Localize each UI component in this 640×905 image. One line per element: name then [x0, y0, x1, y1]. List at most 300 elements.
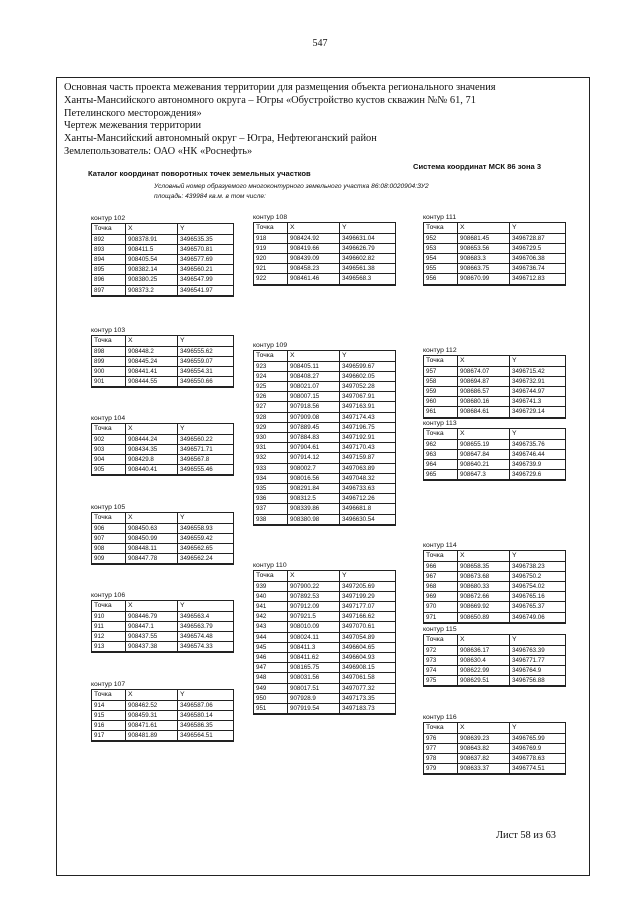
point-cell: 920 [254, 253, 288, 263]
table-row [424, 655, 566, 665]
point-cell: 905 [92, 465, 126, 476]
point-cell: 976 [424, 733, 458, 743]
x-cell: 908447.78 [126, 554, 178, 565]
y-cell: 3497163.91 [340, 402, 396, 412]
x-cell: 908312.5 [288, 494, 340, 504]
point-cell: 929 [254, 422, 288, 432]
column-header-y: Y [510, 635, 566, 646]
table-row [254, 412, 396, 422]
x-cell: 908459.31 [126, 710, 178, 720]
y-cell: 3496604.65 [340, 642, 396, 652]
y-cell: 3496567.8 [178, 454, 234, 464]
contour-title: контур 103 [91, 327, 126, 334]
point-cell: 897 [92, 285, 126, 296]
point-cell: 978 [424, 753, 458, 763]
point-cell: 946 [254, 652, 288, 662]
coordinate-table [91, 600, 234, 653]
contour-block [253, 341, 396, 526]
y-cell: 3496729.14 [510, 407, 566, 418]
y-cell: 3496706.38 [510, 253, 566, 263]
contour-block [91, 591, 234, 653]
x-cell: 907921.5 [288, 612, 340, 622]
y-cell: 3497192.91 [340, 432, 396, 442]
table-row [424, 470, 566, 481]
y-cell: 3496559.42 [178, 533, 234, 543]
table-row [424, 602, 566, 612]
point-cell: 943 [254, 622, 288, 632]
x-cell: 908650.89 [458, 612, 510, 623]
column-header-point: Точка [424, 223, 458, 234]
x-cell: 908405.54 [126, 254, 178, 264]
table-row [92, 285, 234, 296]
y-cell: 3496626.79 [340, 243, 396, 253]
column-header-x: X [126, 336, 178, 347]
point-cell: 934 [254, 473, 288, 483]
y-cell: 3497177.07 [340, 601, 396, 611]
page-number: 547 [312, 38, 328, 49]
point-cell: 938 [254, 514, 288, 525]
table-row [92, 465, 234, 476]
table-row [424, 366, 566, 376]
point-cell: 944 [254, 632, 288, 642]
x-cell: 907914.12 [288, 453, 340, 463]
y-cell: 3496554.31 [178, 366, 234, 376]
table-row [424, 753, 566, 763]
point-cell: 975 [424, 676, 458, 687]
table-row [424, 665, 566, 675]
x-cell: 908378.91 [126, 234, 178, 244]
coordinate-table [253, 570, 396, 715]
x-cell: 908444.55 [126, 377, 178, 388]
y-cell: 3497166.62 [340, 612, 396, 622]
coordinate-table [91, 223, 234, 297]
x-cell: 908021.07 [288, 381, 340, 391]
table-row [254, 432, 396, 442]
table-row [92, 265, 234, 275]
contour-title: контур 113 [423, 420, 457, 427]
table-row [424, 253, 566, 263]
y-cell: 3496765.37 [510, 602, 566, 612]
table-row [92, 700, 234, 710]
contour-title: контур 104 [91, 415, 126, 422]
x-cell: 908481.89 [126, 731, 178, 742]
table-row [424, 581, 566, 591]
table-row [254, 652, 396, 662]
point-cell: 962 [424, 439, 458, 449]
point-cell: 945 [254, 642, 288, 652]
y-cell: 3496736.74 [510, 264, 566, 274]
x-cell: 908630.4 [458, 655, 510, 665]
y-cell: 3496604.93 [340, 652, 396, 662]
y-cell: 3496550.66 [178, 377, 234, 388]
table-row [424, 764, 566, 775]
column-header-x: X [458, 356, 510, 367]
contour-block [253, 561, 396, 715]
point-cell: 904 [92, 454, 126, 464]
point-cell: 931 [254, 443, 288, 453]
x-cell: 908669.92 [458, 602, 510, 612]
column-header-point: Точка [92, 513, 126, 524]
table-row [92, 631, 234, 641]
point-cell: 952 [424, 233, 458, 243]
table-row [424, 592, 566, 602]
table-row [92, 444, 234, 454]
point-cell: 928 [254, 412, 288, 422]
coordinate-table [423, 222, 566, 286]
column-header-x: X [288, 571, 340, 582]
point-cell: 949 [254, 683, 288, 693]
table-row [254, 703, 396, 714]
y-cell: 3497183.73 [340, 703, 396, 714]
point-cell: 900 [92, 366, 126, 376]
coordinate-table [91, 423, 234, 476]
y-cell: 3496769.9 [510, 743, 566, 753]
table-row [92, 234, 234, 244]
y-cell: 3496564.51 [178, 731, 234, 742]
y-cell: 3496562.24 [178, 554, 234, 565]
table-row [92, 244, 234, 254]
contour-block [423, 419, 566, 481]
table-row [254, 371, 396, 381]
y-cell: 3497196.75 [340, 422, 396, 432]
table-row [92, 346, 234, 356]
column-header-y: Y [510, 551, 566, 562]
column-header-y: Y [510, 223, 566, 234]
y-cell: 3496580.14 [178, 710, 234, 720]
x-cell: 908380.25 [126, 275, 178, 285]
x-cell: 908024.11 [288, 632, 340, 642]
x-cell: 908655.19 [458, 439, 510, 449]
point-cell: 969 [424, 592, 458, 602]
x-cell: 908411.62 [288, 652, 340, 662]
table-row [254, 514, 396, 525]
column-header-point: Точка [92, 224, 126, 235]
x-cell: 908339.86 [288, 504, 340, 514]
point-cell: 941 [254, 601, 288, 611]
y-cell: 3497052.28 [340, 381, 396, 391]
point-cell: 951 [254, 703, 288, 714]
point-cell: 923 [254, 361, 288, 371]
column-header-point: Точка [92, 690, 126, 701]
column-header-y: Y [510, 723, 566, 734]
point-cell: 947 [254, 663, 288, 673]
point-cell: 935 [254, 483, 288, 493]
table-row [92, 275, 234, 285]
y-cell: 3496728.87 [510, 233, 566, 243]
table-row [254, 612, 396, 622]
document-header [64, 82, 584, 159]
table-row [92, 731, 234, 742]
point-cell: 937 [254, 504, 288, 514]
parcel-note: Условный номер образуемого многоконтурного земельного участка 86:08:0020904:ЗУ2 [154, 183, 429, 190]
y-cell: 3496555.46 [178, 465, 234, 476]
table-row [254, 392, 396, 402]
x-cell: 908434.35 [126, 444, 178, 454]
y-cell: 3497174.43 [340, 412, 396, 422]
y-cell: 3496570.81 [178, 244, 234, 254]
table-row [254, 673, 396, 683]
y-cell: 3496750.2 [510, 571, 566, 581]
y-cell: 3496558.93 [178, 523, 234, 533]
contour-title: контур 116 [423, 714, 457, 721]
table-row [424, 612, 566, 623]
x-cell: 908448.2 [126, 346, 178, 356]
x-cell: 908622.99 [458, 665, 510, 675]
y-cell: 3496559.07 [178, 356, 234, 366]
y-cell: 3497199.29 [340, 591, 396, 601]
point-cell: 912 [92, 631, 126, 641]
y-cell: 3496729.5 [510, 243, 566, 253]
point-cell: 895 [92, 265, 126, 275]
table-row [92, 720, 234, 730]
point-cell: 908 [92, 543, 126, 553]
contour-title: контур 106 [91, 592, 126, 599]
column-header-y: Y [178, 336, 234, 347]
point-cell: 903 [92, 444, 126, 454]
table-row [254, 274, 396, 285]
y-cell: 3496908.15 [340, 663, 396, 673]
point-cell: 898 [92, 346, 126, 356]
header-line: Ханты-Мансийского автономного округа – Югры «Обустройство кустов скважин №№ 61, 71 [64, 94, 476, 106]
x-cell: 908429.8 [126, 454, 178, 464]
table-row [254, 361, 396, 371]
table-row [92, 434, 234, 444]
point-cell: 933 [254, 463, 288, 473]
x-cell: 907919.54 [288, 703, 340, 714]
contour-block [91, 680, 234, 742]
contour-title: контур 108 [253, 214, 288, 221]
point-cell: 936 [254, 494, 288, 504]
y-cell: 3496735.76 [510, 439, 566, 449]
column-header-y: Y [178, 224, 234, 235]
table-row [92, 543, 234, 553]
point-cell: 942 [254, 612, 288, 622]
y-cell: 3496778.63 [510, 753, 566, 763]
y-cell: 3496733.63 [340, 483, 396, 493]
coordinate-table [423, 428, 566, 481]
column-header-y: Y [178, 424, 234, 435]
sheet-number: Лист 58 из 63 [496, 830, 556, 841]
column-header-point: Точка [424, 429, 458, 440]
column-header-x: X [126, 513, 178, 524]
contour-title: контур 114 [423, 542, 457, 549]
coordinate-table [423, 722, 566, 775]
table-row [254, 402, 396, 412]
y-cell: 3496587.06 [178, 700, 234, 710]
contour-title: контур 112 [423, 347, 457, 354]
y-cell: 3496630.54 [340, 514, 396, 525]
column-header-point: Точка [254, 223, 288, 234]
point-cell: 965 [424, 470, 458, 481]
y-cell: 3496744.97 [510, 386, 566, 396]
y-cell: 3496771.77 [510, 655, 566, 665]
column-header-point: Точка [424, 356, 458, 367]
y-cell: 3496602.05 [340, 371, 396, 381]
table-row [92, 254, 234, 264]
x-cell: 908165.75 [288, 663, 340, 673]
x-cell: 908291.84 [288, 483, 340, 493]
y-cell: 3497063.89 [340, 463, 396, 473]
point-cell: 967 [424, 571, 458, 581]
contour-block [91, 414, 234, 476]
x-cell: 908683.3 [458, 253, 510, 263]
table-row [424, 397, 566, 407]
x-cell: 908680.33 [458, 581, 510, 591]
x-cell: 908633.37 [458, 764, 510, 775]
point-cell: 930 [254, 432, 288, 442]
y-cell: 3496555.62 [178, 346, 234, 356]
point-cell: 927 [254, 402, 288, 412]
y-cell: 3496763.39 [510, 645, 566, 655]
point-cell: 906 [92, 523, 126, 533]
point-cell: 910 [92, 611, 126, 621]
y-cell: 3497159.87 [340, 453, 396, 463]
point-cell: 909 [92, 554, 126, 565]
y-cell: 3497054.89 [340, 632, 396, 642]
point-cell: 926 [254, 392, 288, 402]
contour-block [91, 503, 234, 565]
column-header-point: Точка [424, 723, 458, 734]
point-cell: 939 [254, 581, 288, 591]
table-row [254, 591, 396, 601]
y-cell: 3496764.9 [510, 665, 566, 675]
point-cell: 914 [92, 700, 126, 710]
point-cell: 954 [424, 253, 458, 263]
table-row [92, 454, 234, 464]
point-cell: 966 [424, 561, 458, 571]
x-cell: 908653.56 [458, 243, 510, 253]
table-row [424, 571, 566, 581]
contour-block [91, 214, 234, 297]
column-header-point: Точка [92, 601, 126, 612]
x-cell: 908441.41 [126, 366, 178, 376]
table-row [254, 601, 396, 611]
point-cell: 963 [424, 449, 458, 459]
column-header-point: Точка [92, 336, 126, 347]
x-cell: 908647.3 [458, 470, 510, 481]
point-cell: 896 [92, 275, 126, 285]
y-cell: 3496571.71 [178, 444, 234, 454]
y-cell: 3496562.65 [178, 543, 234, 553]
point-cell: 925 [254, 381, 288, 391]
column-header-y: Y [340, 571, 396, 582]
point-cell: 924 [254, 371, 288, 381]
table-row [254, 642, 396, 652]
table-row [254, 494, 396, 504]
contour-title: контур 105 [91, 504, 126, 511]
x-cell: 907884.83 [288, 432, 340, 442]
table-row [254, 443, 396, 453]
point-cell: 915 [92, 710, 126, 720]
contour-title: контур 115 [423, 626, 457, 633]
table-row [424, 386, 566, 396]
x-cell: 908629.51 [458, 676, 510, 687]
x-cell: 908673.68 [458, 571, 510, 581]
coordinate-table [91, 512, 234, 565]
contour-block [423, 346, 566, 419]
point-cell: 901 [92, 377, 126, 388]
table-row [254, 663, 396, 673]
y-cell: 3497077.32 [340, 683, 396, 693]
coordinate-system: Система координат МСК 86 зона 3 [413, 162, 542, 171]
y-cell: 3496681.8 [340, 504, 396, 514]
table-row [254, 622, 396, 632]
table-row [254, 683, 396, 693]
contour-block [91, 326, 234, 388]
x-cell: 908674.07 [458, 366, 510, 376]
point-cell: 892 [92, 234, 126, 244]
y-cell: 3496712.83 [510, 274, 566, 285]
column-header-x: X [126, 224, 178, 235]
point-cell: 972 [424, 645, 458, 655]
table-row [254, 243, 396, 253]
table-row [254, 632, 396, 642]
x-cell: 908437.55 [126, 631, 178, 641]
y-cell: 3496729.6 [510, 470, 566, 481]
table-row [254, 473, 396, 483]
x-cell: 907904.61 [288, 443, 340, 453]
table-row [92, 366, 234, 376]
y-cell: 3496547.99 [178, 275, 234, 285]
table-row [424, 449, 566, 459]
coordinate-table [91, 689, 234, 742]
table-row [254, 483, 396, 493]
contour-block [423, 541, 566, 624]
column-header-x: X [458, 635, 510, 646]
column-header-x: X [126, 601, 178, 612]
column-header-y: Y [178, 513, 234, 524]
y-cell: 3496541.97 [178, 285, 234, 296]
x-cell: 908007.15 [288, 392, 340, 402]
table-row [424, 743, 566, 753]
table-row [424, 376, 566, 386]
x-cell: 908405.11 [288, 361, 340, 371]
point-cell: 922 [254, 274, 288, 285]
point-cell: 961 [424, 407, 458, 418]
y-cell: 3496756.88 [510, 676, 566, 687]
table-row [254, 264, 396, 274]
coordinate-table [423, 550, 566, 624]
point-cell: 902 [92, 434, 126, 444]
x-cell: 908440.41 [126, 465, 178, 476]
column-header-y: Y [340, 223, 396, 234]
y-cell: 3496599.67 [340, 361, 396, 371]
header-line: Петелинского месторождения» [64, 107, 202, 119]
x-cell: 908694.87 [458, 376, 510, 386]
point-cell: 957 [424, 366, 458, 376]
table-row [92, 377, 234, 388]
column-header-point: Точка [424, 635, 458, 646]
table-row [254, 693, 396, 703]
x-cell: 907889.45 [288, 422, 340, 432]
x-cell: 908408.27 [288, 371, 340, 381]
x-cell: 908636.17 [458, 645, 510, 655]
point-cell: 899 [92, 356, 126, 366]
table-row [254, 381, 396, 391]
column-header-x: X [458, 223, 510, 234]
header-line: Основная часть проекта межевания территории для размещения объекта регионального значения [64, 82, 496, 93]
y-cell: 3497170.43 [340, 443, 396, 453]
table-row [254, 504, 396, 514]
column-header-x: X [288, 351, 340, 362]
column-header-x: X [126, 424, 178, 435]
x-cell: 908380.98 [288, 514, 340, 525]
x-cell: 908462.52 [126, 700, 178, 710]
y-cell: 3496561.38 [340, 264, 396, 274]
contour-title: контур 111 [423, 214, 457, 221]
y-cell: 3497070.61 [340, 622, 396, 632]
x-cell: 908448.11 [126, 543, 178, 553]
